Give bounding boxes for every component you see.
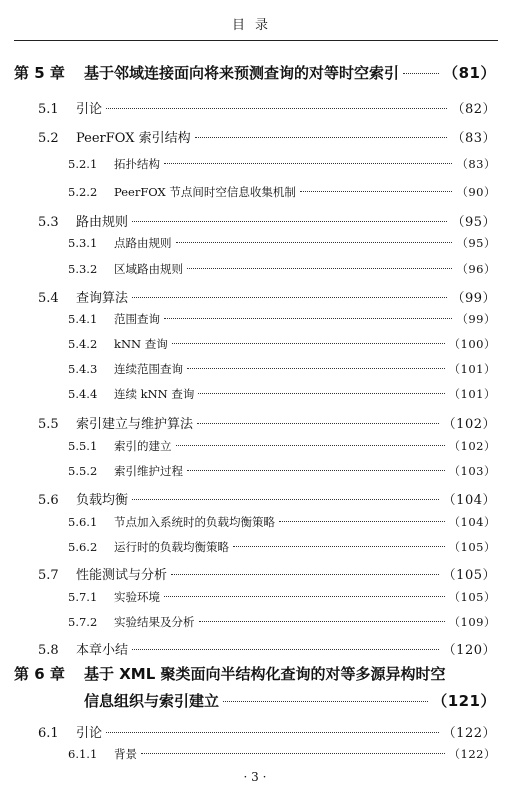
- entry-number: 5.4: [38, 291, 59, 306]
- entry-number: 5.5: [38, 417, 59, 432]
- entry-title: 路由规则: [76, 215, 129, 230]
- entry-page: （99）: [451, 291, 496, 306]
- entry-page: （95）: [456, 236, 496, 250]
- entry-page: （105）: [448, 540, 496, 554]
- entry-page: （102）: [442, 417, 496, 432]
- entry-number: 5.3.1: [68, 236, 98, 250]
- dot-leader: [279, 521, 445, 522]
- toc-entry-subsection[interactable]: [0, 589, 510, 605]
- toc-entry-subsection[interactable]: [0, 386, 510, 402]
- entry-title: 索引建立与维护算法: [76, 417, 194, 432]
- entry-title: 信息组织与索引建立: [84, 692, 220, 710]
- dot-leader: [195, 137, 448, 138]
- entry-page: （83）: [451, 131, 496, 146]
- toc-entry-section[interactable]: [0, 489, 510, 508]
- entry-number: 5.3.2: [68, 262, 98, 276]
- entry-number: 第 5 章: [14, 64, 65, 82]
- entry-number: 5.2.1: [68, 157, 98, 171]
- toc-entry-chapter-5[interactable]: [0, 62, 510, 83]
- entry-title: 实验结果及分析: [114, 615, 195, 629]
- entry-page: （90）: [456, 185, 496, 199]
- toc-entry-section[interactable]: [0, 98, 510, 117]
- toc-entry-subsection[interactable]: [0, 311, 510, 327]
- toc-entry-subsection[interactable]: [0, 514, 510, 530]
- entry-page: （96）: [456, 262, 496, 276]
- entry-page: （99）: [456, 312, 496, 326]
- dot-leader: [176, 445, 445, 446]
- entry-number: 5.5.2: [68, 464, 98, 478]
- toc-entry-section[interactable]: [0, 639, 510, 658]
- entry-page: （109）: [448, 615, 496, 629]
- toc-entry-subsection[interactable]: [0, 184, 510, 200]
- entry-page: （95）: [451, 215, 496, 230]
- entry-number: 5.1: [38, 102, 59, 117]
- entry-number: 5.6.2: [68, 540, 98, 554]
- dot-leader: [187, 470, 445, 471]
- entry-number: 5.7.1: [68, 590, 98, 604]
- toc-entry-chapter-6-continued[interactable]: [0, 690, 510, 711]
- entry-title: kNN 查询: [114, 337, 168, 351]
- header-rule: [14, 40, 498, 41]
- entry-title: 引论: [76, 102, 103, 117]
- entry-title: 本章小结: [76, 643, 129, 658]
- dot-leader: [171, 574, 439, 575]
- entry-page: （105）: [448, 590, 496, 604]
- entry-title: 索引的建立: [114, 439, 172, 453]
- entry-title: 运行时的负载均衡策略: [114, 540, 229, 554]
- dot-leader: [106, 108, 447, 109]
- entry-number: 5.4.4: [68, 387, 98, 401]
- entry-page: （101）: [448, 387, 496, 401]
- entry-page: （104）: [442, 493, 496, 508]
- entry-number: 5.4.3: [68, 362, 98, 376]
- toc-entry-subsection[interactable]: [0, 438, 510, 454]
- entry-title: PeerFOX 节点间时空信息收集机制: [114, 185, 296, 199]
- entry-number: 5.7.2: [68, 615, 98, 629]
- dot-leader: [187, 368, 445, 369]
- entry-title: 连续 kNN 查询: [114, 387, 195, 401]
- toc-entry-subsection[interactable]: [0, 156, 510, 172]
- entry-title: 基于邻域连接面向将来预测查询的对等时空索引: [84, 64, 400, 82]
- entry-title: PeerFOX 索引结构: [76, 131, 191, 146]
- entry-title: 连续范围查询: [114, 362, 183, 376]
- dot-leader: [403, 73, 439, 74]
- entry-page: （122）: [448, 747, 496, 761]
- entry-page: （101）: [448, 362, 496, 376]
- toc-entry-subsection[interactable]: [0, 261, 510, 277]
- entry-number: 5.5.1: [68, 439, 98, 453]
- entry-title: 背景: [114, 747, 137, 761]
- toc-entry-section[interactable]: [0, 564, 510, 583]
- toc-entry-section[interactable]: [0, 722, 510, 741]
- entry-number: 5.6.1: [68, 515, 98, 529]
- page-number: · 3 ·: [243, 770, 267, 784]
- entry-page: （121）: [432, 692, 496, 710]
- entry-page: （103）: [448, 464, 496, 478]
- entry-title: 索引维护过程: [114, 464, 183, 478]
- dot-leader: [164, 318, 452, 319]
- entry-number: 6.1.1: [68, 747, 98, 761]
- entry-page: （83）: [456, 157, 496, 171]
- entry-page: （104）: [448, 515, 496, 529]
- toc-entry-subsection[interactable]: [0, 614, 510, 630]
- toc-entry-section[interactable]: [0, 211, 510, 230]
- page-header: 目录: [231, 18, 278, 33]
- toc-entry-subsection[interactable]: [0, 336, 510, 352]
- entry-number: 5.4.1: [68, 312, 98, 326]
- dot-leader: [176, 242, 453, 243]
- entry-number: 5.2.2: [68, 185, 98, 199]
- entry-page: （82）: [451, 102, 496, 117]
- entry-number: 5.8: [38, 643, 59, 658]
- dot-leader: [164, 163, 452, 164]
- entry-title: 节点加入系统时的负载均衡策略: [114, 515, 275, 529]
- entry-title: 负载均衡: [76, 493, 129, 508]
- entry-page: （102）: [448, 439, 496, 453]
- entry-title: 点路由规则: [114, 236, 172, 250]
- dot-leader: [132, 649, 439, 650]
- dot-leader: [164, 596, 445, 597]
- dot-leader: [199, 621, 445, 622]
- dot-leader: [172, 343, 445, 344]
- entry-title: 引论: [76, 726, 103, 741]
- entry-number: 第 6 章: [14, 665, 65, 683]
- entry-number: 5.7: [38, 568, 59, 583]
- dot-leader: [187, 268, 452, 269]
- toc-entry-subsection[interactable]: [0, 539, 510, 555]
- toc-entry-subsection[interactable]: [0, 235, 510, 251]
- entry-number: 6.1: [38, 726, 59, 741]
- toc-entry-section[interactable]: [0, 413, 510, 432]
- dot-leader: [300, 191, 452, 192]
- dot-leader: [141, 753, 445, 754]
- dot-leader: [223, 701, 428, 702]
- entry-page: （120）: [442, 643, 496, 658]
- entry-page: （100）: [448, 337, 496, 351]
- entry-title: 基于 XML 聚类面向半结构化查询的对等多源异构时空: [84, 665, 446, 683]
- dot-leader: [132, 499, 439, 500]
- entry-title: 实验环境: [114, 590, 160, 604]
- entry-number: 5.6: [38, 493, 59, 508]
- toc-entry-subsection[interactable]: [0, 746, 510, 762]
- dot-leader: [233, 546, 445, 547]
- entry-title: 区域路由规则: [114, 262, 183, 276]
- toc-entry-section[interactable]: [0, 287, 510, 306]
- entry-number: 5.3: [38, 215, 59, 230]
- toc-entry-subsection[interactable]: [0, 361, 510, 377]
- entry-page: （81）: [443, 64, 496, 82]
- toc-entry-subsection[interactable]: [0, 463, 510, 479]
- entry-title: 性能测试与分析: [76, 568, 168, 583]
- dot-leader: [132, 297, 447, 298]
- dot-leader: [197, 423, 439, 424]
- entry-page: （105）: [442, 568, 496, 583]
- entry-title: 拓扑结构: [114, 157, 160, 171]
- dot-leader: [106, 732, 439, 733]
- toc-entry-section[interactable]: [0, 127, 510, 146]
- dot-leader: [198, 393, 444, 394]
- entry-title: 范围查询: [114, 312, 160, 326]
- dot-leader: [132, 221, 447, 222]
- entry-number: 5.4.2: [68, 337, 98, 351]
- entry-number: 5.2: [38, 131, 59, 146]
- entry-title: 查询算法: [76, 291, 129, 306]
- entry-page: （122）: [442, 726, 496, 741]
- toc-entry-chapter-6[interactable]: [0, 663, 510, 684]
